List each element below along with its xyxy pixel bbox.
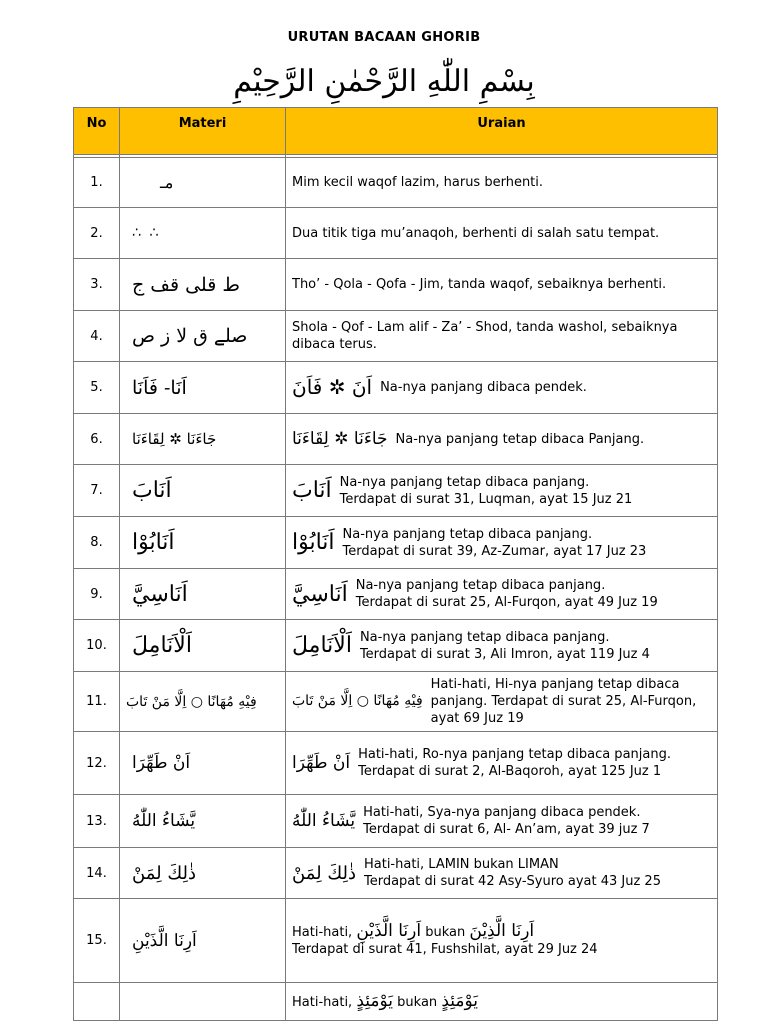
ghorib-table xyxy=(73,107,718,1021)
table-row xyxy=(74,569,718,620)
row-number: 9. xyxy=(74,569,120,620)
uraian-arabic: اَلْاَنَامِلَ xyxy=(292,633,352,658)
uraian-text: Na-nya panjang tetap dibaca panjang. xyxy=(339,474,590,490)
uraian-arabic: فِيْهِ مُهَانًا ○ اِلَّا مَنْ تَابَ xyxy=(292,693,423,709)
row-materi: جَاءَنَا ✲ لِقَاءَنَا xyxy=(120,414,286,465)
row-uraian: Dua titik tiga mu’anaqoh, berhenti di salah satu tempat. xyxy=(286,208,718,259)
row-materi: ∴ ∴ xyxy=(120,208,286,259)
uraian-reference: Terdapat di surat 25, Al-Furqon, ayat 49 Juz 19 xyxy=(355,595,658,610)
row-uraian: Mim kecil waqof lazim, harus berhenti. xyxy=(286,158,718,208)
row-materi: اَلْاَنَامِلَ xyxy=(120,620,286,672)
uraian-reference: Terdapat di surat 6, Al- An’am, ayat 39 juz 7 xyxy=(363,822,650,837)
table-row xyxy=(74,795,718,848)
row-materi: مـ xyxy=(120,158,286,208)
row-materi: اَنْ طَهِّرَا xyxy=(120,732,286,795)
row-number: 13. xyxy=(74,795,120,848)
row-uraian: Shola - Qof - Lam alif - Za’ - Shod, tanda washol, sebaiknya dibaca terus. xyxy=(286,311,718,362)
row-materi: اَنَابَ xyxy=(120,465,286,517)
row-materi: اَنَا- فَاَنَا xyxy=(120,362,286,414)
row-uraian xyxy=(286,414,718,465)
uraian-arabic: يَّشَاءُ اللّٰهُ xyxy=(292,810,356,831)
row-number: 14. xyxy=(74,848,120,899)
row-number: 1. xyxy=(74,158,120,208)
row-uraian xyxy=(286,620,718,672)
table-row xyxy=(74,620,718,672)
row-materi: ذٰلِكَ لِمَنْ xyxy=(120,848,286,899)
uraian-reference: Terdapat di surat 31, Luqman, ayat 15 Juz 21 xyxy=(339,491,633,507)
row-number: 8. xyxy=(74,517,120,569)
row-number: 15. xyxy=(74,899,120,983)
uraian-bukan: bukan xyxy=(397,994,438,1010)
table-row xyxy=(74,362,718,414)
uraian-reference: Terdapat di surat 39, Az-Zumar, ayat 17 Juz 23 xyxy=(342,543,647,559)
row-number: 4. xyxy=(74,311,120,362)
row-materi: فِيْهِ مُهَانًا ○ اِلَّا مَنْ تَابَ xyxy=(120,672,286,732)
row-number: 7. xyxy=(74,465,120,517)
row-materi: يَّشَاءُ اللّٰهُ xyxy=(120,795,286,848)
uraian-arabic: ذٰلِكَ لِمَنْ xyxy=(292,862,356,884)
uraian-arabic: اَنَابَ xyxy=(292,478,332,503)
table-row xyxy=(74,517,718,569)
uraian-arabic-correct: يَوْمَئِذٍ xyxy=(441,990,478,1011)
row-number: 5. xyxy=(74,362,120,414)
table-row xyxy=(74,414,718,465)
uraian-prefix: Hati-hati, xyxy=(292,994,353,1010)
table-row xyxy=(74,672,718,732)
row-materi: اَرِنَا الَّذَيْنِ xyxy=(120,899,286,983)
row-materi: اَنَابُوْا xyxy=(120,517,286,569)
uraian-text: Hati-hati, Ro-nya panjang tetap dibaca panjang. Terdapat di surat 2, Al-Baqoroh, ayat 125 Juz 1 xyxy=(358,747,671,779)
uraian-text: Hati-hati, Hi-nya panjang tetap dibaca panjang. Terdapat di surat 25, Al-Furqon, ayat 69 Juz 19 xyxy=(430,677,697,726)
bismillah-calligraphy: بِسْمِ اللّٰهِ الرَّحْمٰنِ الرَّحِيْمِ xyxy=(233,64,535,99)
uraian-text: Na-nya panjang tetap dibaca panjang. xyxy=(342,526,593,542)
row-uraian xyxy=(286,795,718,848)
uraian-text: Na-nya panjang dibaca pendek. xyxy=(380,380,587,395)
table-row xyxy=(74,259,718,311)
uraian-text: Na-nya panjang tetap dibaca panjang. xyxy=(355,578,606,593)
uraian-reference: Terdapat di surat 3, Ali Imron, ayat 119 Juz 4 xyxy=(359,646,650,662)
uraian-bukan: bukan xyxy=(425,925,466,940)
row-number: 10. xyxy=(74,620,120,672)
uraian-arabic: اَرِنَا الَّذَيْنِ xyxy=(356,921,422,941)
table-row xyxy=(74,983,718,1021)
table-row xyxy=(74,848,718,899)
row-materi xyxy=(120,983,286,1021)
uraian-text: Hati-hati, LAMIN bukan LIMAN xyxy=(363,857,559,872)
row-uraian xyxy=(286,899,718,983)
document-title: URUTAN BACAAN GHORIB xyxy=(287,30,481,45)
row-uraian xyxy=(286,983,718,1021)
row-uraian xyxy=(286,732,718,795)
row-uraian xyxy=(286,517,718,569)
uraian-text: Na-nya panjang tetap dibaca Panjang. xyxy=(395,431,645,447)
uraian-arabic: اَنْ طَهِّرَا xyxy=(292,752,351,773)
row-number: 11. xyxy=(74,672,120,732)
uraian-prefix: Hati-hati, xyxy=(292,925,353,940)
uraian-arabic: اَنَاسِيَّ xyxy=(292,581,348,607)
row-materi: ط قلى قف ج xyxy=(120,259,286,311)
row-materi: اَنَاسِيَّ xyxy=(120,569,286,620)
table-row xyxy=(74,311,718,362)
table-header-row xyxy=(74,108,718,155)
uraian-arabic-correct: اَرِنَا الَّذِيْنَ xyxy=(469,921,535,941)
table-row xyxy=(74,208,718,259)
row-number xyxy=(74,983,120,1021)
row-number: 12. xyxy=(74,732,120,795)
table-row xyxy=(74,899,718,983)
row-number: 2. xyxy=(74,208,120,259)
header-materi: Materi xyxy=(120,108,286,155)
uraian-text: Hati-hati, Sya-nya panjang dibaca pendek. xyxy=(363,805,641,820)
header-no: No xyxy=(74,108,120,155)
table-row xyxy=(74,732,718,795)
row-uraian xyxy=(286,569,718,620)
row-uraian xyxy=(286,465,718,517)
row-uraian xyxy=(286,672,718,732)
row-uraian xyxy=(286,362,718,414)
table-row xyxy=(74,465,718,517)
row-number: 6. xyxy=(74,414,120,465)
uraian-text: Na-nya panjang tetap dibaca panjang. xyxy=(359,629,610,645)
uraian-arabic: اَنَ ✲ فَاَنَ xyxy=(292,375,373,399)
table-row xyxy=(74,158,718,208)
uraian-arabic: جَاءَنَا ✲ لِقَاءَنَا xyxy=(292,428,388,449)
uraian-arabic: يَوْمَئِذٍ xyxy=(356,990,394,1011)
header-uraian: Uraian xyxy=(286,108,718,155)
row-uraian xyxy=(286,848,718,899)
row-materi: صلے ق لا ز ص xyxy=(120,311,286,362)
uraian-reference: Terdapat di surat 41, Fushshilat, ayat 29 Juz 24 xyxy=(292,942,598,957)
uraian-arabic: اَنَابُوْا xyxy=(292,530,335,555)
uraian-reference: Terdapat di surat 42 Asy-Syuro ayat 43 Juz 25 xyxy=(363,874,661,889)
row-uraian: Tho’ - Qola - Qofa - Jim, tanda waqof, sebaiknya berhenti. xyxy=(286,259,718,311)
row-number: 3. xyxy=(74,259,120,311)
